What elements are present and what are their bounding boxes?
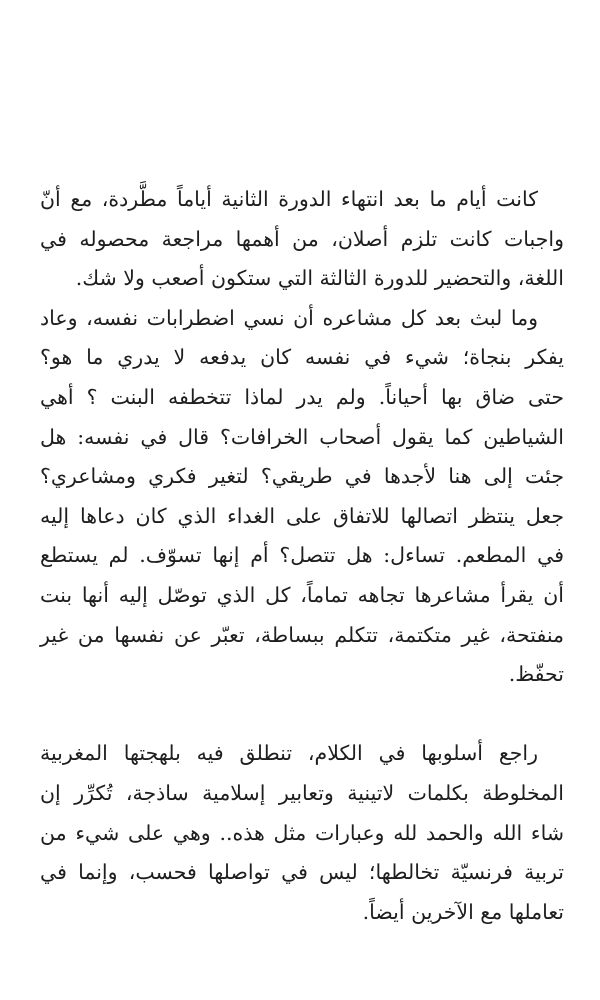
text-line: واجبات كانت تلزم أصلان، من أهمها مراجعة محصوله في [40, 226, 564, 251]
text-line [40, 695, 564, 735]
paragraph-2 [40, 299, 564, 735]
text-line: الشياطين كما يقول أصحاب الخرافات؟ قال في نفسه: هل [40, 424, 564, 449]
paragraph-3 [40, 734, 564, 932]
text-line: في المطعم. تساءل: هل تتصل؟ أم إنها تسوّف. لم يستطع [40, 543, 564, 568]
text-line: تربية فرنسيّة تخالطها؛ ليس في تواصلها فحسب، وإنما في [40, 860, 564, 885]
paragraph-1 [40, 180, 564, 299]
text-line: تحفّظ. [508, 662, 564, 687]
text-line: كانت أيام ما بعد انتهاء الدورة الثانية أياماً مطَّردة، مع أنّ [40, 187, 538, 211]
text-line: جئت إلى هنا لأجدها في طريقي؟ لتغير فكري ومشاعري؟ [40, 464, 564, 489]
text-line: أن يقرأ مشاعرها تجاهه تماماً، كل الذي توصّل إليه أنها بنت [40, 582, 564, 607]
text-line: اللغة، والتحضير للدورة الثالثة التي ستكون أصعب ولا شك. [75, 266, 564, 291]
text-line: شاء الله والحمد لله وعبارات مثل هذه.. وهي على شيء من [40, 820, 564, 845]
text-line: حتى ضاق بها أحياناً. ولم يدر لماذا تتخطفه البنت ؟ أهي [40, 384, 564, 409]
text-line: المخلوطة بكلمات لاتينية وتعابير إسلامية ساذجة، تُكرِّر إن [40, 780, 564, 805]
text-line: تعاملها مع الآخرين أيضاً. [362, 899, 564, 924]
text-line: وما لبث بعد كل مشاعره أن نسي اضطرابات نفسه، وعاد [40, 305, 538, 330]
text-line: جعل ينتظر اتصالها للاتفاق على الغداء الذي كان دعاها إليه [40, 503, 564, 528]
text-line: راجع أسلوبها في الكلام، تنطلق فيه بلهجتها المغربية [40, 741, 538, 766]
text-line: منفتحة، غير متكتمة، تتكلم ببساطة، تعبّر عن نفسها من غير [40, 622, 564, 647]
text-line: يفكر بنجاة؛ شيء في نفسه كان يدفعه لا يدري ما هو؟ [40, 345, 564, 370]
body-text [40, 180, 564, 932]
